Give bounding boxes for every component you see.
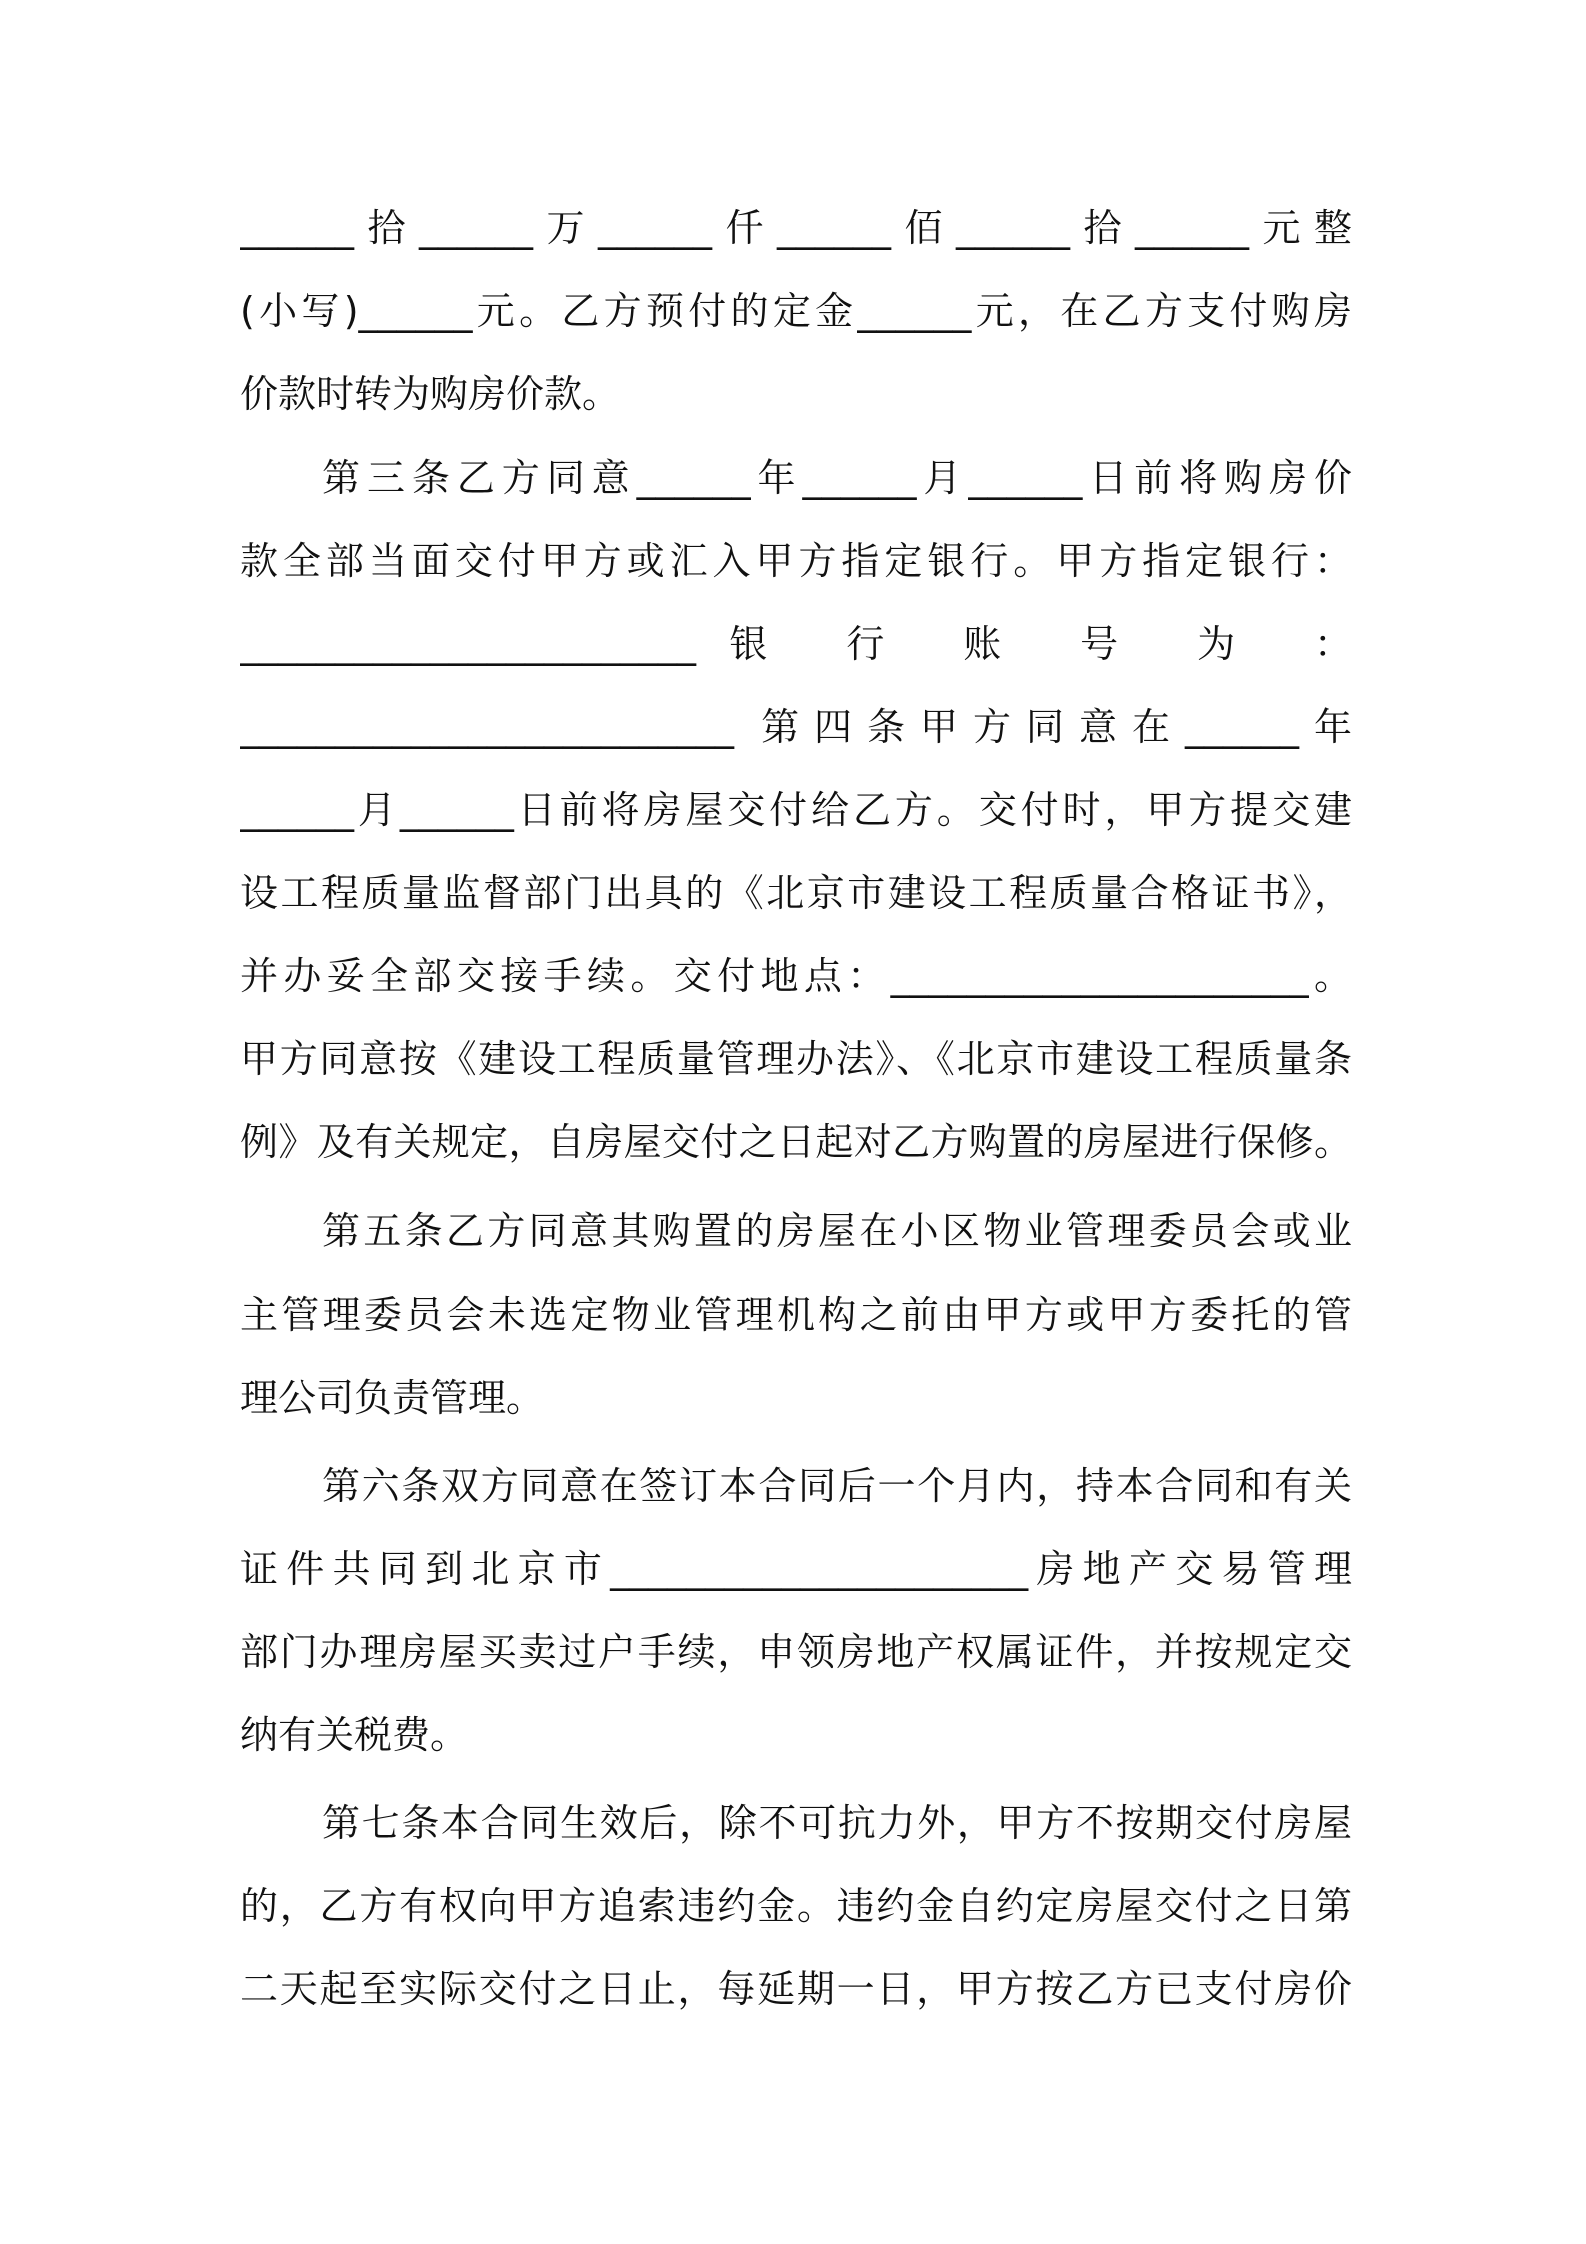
text-line: 甲方同意按《建设工程质量管理办法》、《北京市建设工程质量条 <box>240 1037 1352 1081</box>
text-line: ______月______日前将房屋交付给乙方。交付时，甲方提交建 <box>240 788 1352 832</box>
text-line: 第三条乙方同意______年______月______日前将购房价 <box>322 456 1352 500</box>
text-line: ______拾______万______仟______佰______拾______元整 <box>240 206 1352 250</box>
text-line: 第五条乙方同意其购置的房屋在小区物业管理委员会或业 <box>322 1209 1352 1253</box>
text-line: (小写)______元。乙方预付的定金______元，在乙方支付购房 <box>240 289 1352 333</box>
text-line: __________________________ 第四条甲方同意在______年 <box>240 705 1352 749</box>
text-line: 设工程质量监督部门出具的《北京市建设工程质量合格证书》， <box>240 871 1352 915</box>
text-line: 部门办理房屋买卖过户手续，申领房地产权属证件，并按规定交 <box>240 1630 1352 1674</box>
text-line: 证件共同到北京市______________________房地产交易管理 <box>240 1547 1352 1591</box>
text-line: 纳有关税费。 <box>240 1713 469 1757</box>
text-line: 价款时转为购房价款。 <box>240 372 621 416</box>
text-line: ________________________银 行 账 号 为 ： <box>240 622 1352 666</box>
text-line: 理公司负责管理。 <box>240 1376 545 1420</box>
text-line: 例》及有关规定，自房屋交付之日起对乙方购置的房屋进行保修。 <box>240 1120 1352 1164</box>
text-line: 主管理委员会未选定物业管理机构之前由甲方或甲方委托的管 <box>240 1293 1352 1337</box>
text-line: 第七条本合同生效后，除不可抗力外，甲方不按期交付房屋 <box>322 1801 1352 1845</box>
text-line: 二天起至实际交付之日止，每延期一日，甲方按乙方已支付房价 <box>240 1967 1352 2011</box>
text-line: 款全部当面交付甲方或汇入甲方指定银行。甲方指定银行： <box>240 539 1352 583</box>
text-line: 的，乙方有权向甲方追索违约金。违约金自约定房屋交付之日第 <box>240 1884 1352 1928</box>
text-line: 并办妥全部交接手续。交付地点：______________________。 <box>240 954 1352 998</box>
text-line: 第六条双方同意在签订本合同后一个月内，持本合同和有关 <box>322 1464 1352 1508</box>
